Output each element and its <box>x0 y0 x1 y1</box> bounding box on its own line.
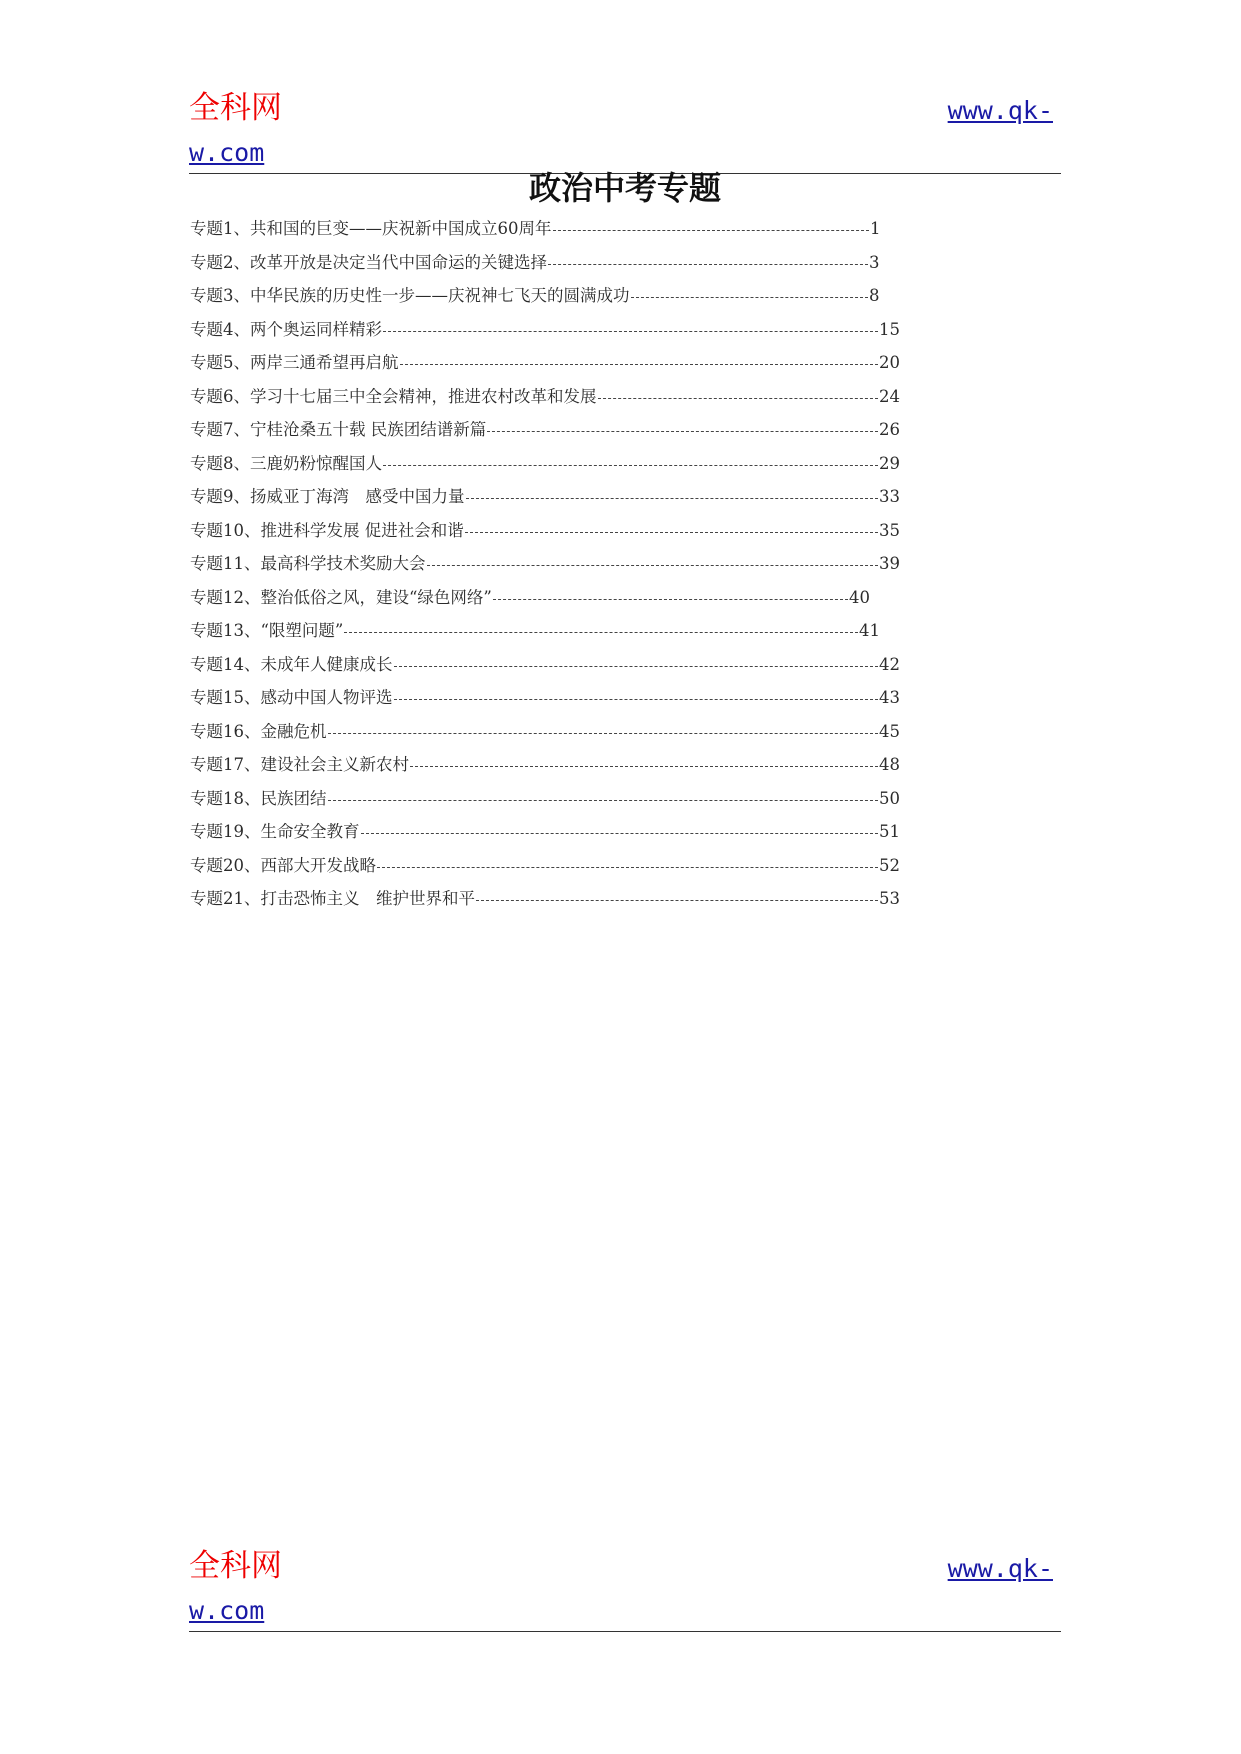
toc-entry-title: 专题4、两个奥运同样精彩 <box>190 319 382 339</box>
toc-dot-leader <box>361 833 878 834</box>
toc-dot-leader <box>383 465 878 466</box>
toc-entry-title: 专题10、推进科学发展 促进社会和谐 <box>190 520 464 540</box>
toc-dot-leader <box>344 632 858 633</box>
toc-entry[interactable] <box>190 313 1010 347</box>
toc-page-number: 33 <box>879 487 900 506</box>
toc-page-number: 29 <box>879 453 900 473</box>
toc-entry-title: 专题2、改革开放是决定当代中国命运的关键选择 <box>190 252 547 272</box>
toc-entry[interactable] <box>190 882 1010 916</box>
toc-entry-title: 专题14、未成年人健康成长 <box>190 654 393 674</box>
toc-entry[interactable] <box>190 782 1010 816</box>
toc-page-number: 40 <box>849 587 870 607</box>
toc-entry[interactable] <box>190 246 1010 280</box>
toc-dot-leader <box>465 532 878 533</box>
toc-dot-leader <box>394 666 878 667</box>
toc-dot-leader <box>476 900 878 901</box>
toc-entry[interactable] <box>190 514 1010 548</box>
footer-url-link-continued[interactable]: w.com <box>189 1596 265 1625</box>
toc-entry-title: 专题7、宁桂沧桑五十载 民族团结谱新篇 <box>190 420 487 439</box>
toc-entry-title: 专题6、学习十七届三中全会精神，推进农村改革和发展 <box>190 386 597 406</box>
toc-page-number: 42 <box>879 654 900 674</box>
toc-dot-leader <box>598 398 878 399</box>
toc-entry-title: 专题18、民族团结 <box>190 788 327 808</box>
toc-entry-title: 专题21、打击恐怖主义 维护世界和平 <box>190 889 475 908</box>
toc-entry[interactable] <box>190 715 1010 749</box>
toc-entry-title: 专题9、扬威亚丁海湾 感受中国力量 <box>190 487 465 506</box>
page-header <box>189 80 1061 180</box>
toc-entry-title: 专题17、建设社会主义新农村 <box>190 755 409 774</box>
toc-entry[interactable] <box>190 748 1010 782</box>
toc-entry[interactable] <box>190 581 1010 615</box>
table-of-contents <box>190 212 1010 916</box>
toc-entry-title: 专题13、“限塑问题” <box>190 621 344 640</box>
toc-dot-leader <box>328 800 878 801</box>
toc-dot-leader <box>631 297 868 298</box>
toc-entry[interactable] <box>190 547 1010 581</box>
toc-entry-title: 专题19、生命安全教育 <box>190 822 360 841</box>
toc-entry-title: 专题8、三鹿奶粉惊醒国人 <box>190 453 382 473</box>
toc-page-number: 51 <box>879 822 900 841</box>
toc-page-number: 39 <box>879 554 900 573</box>
toc-page-number: 24 <box>879 386 900 406</box>
toc-page-number: 41 <box>859 621 880 640</box>
page-title: 政治中考专题 <box>528 169 721 207</box>
toc-entry-title: 专题11、最高科学技术奖励大会 <box>190 554 426 573</box>
toc-page-number: 26 <box>879 420 900 439</box>
toc-entry-title: 专题15、感动中国人物评选 <box>190 688 393 707</box>
toc-entry[interactable] <box>190 648 1010 682</box>
header-url-link-continued[interactable]: w.com <box>189 138 265 167</box>
toc-entry-title: 专题20、西部大开发战略 <box>190 855 376 875</box>
toc-page-number: 15 <box>879 319 900 339</box>
toc-page-number: 20 <box>879 353 900 372</box>
toc-dot-leader <box>394 699 878 700</box>
footer-url-link[interactable]: www.qk- <box>947 1554 1053 1583</box>
toc-dot-leader <box>487 431 878 432</box>
toc-dot-leader <box>553 230 869 231</box>
toc-page-number: 1 <box>870 219 881 238</box>
toc-page-number: 3 <box>869 252 880 272</box>
toc-page-number: 48 <box>879 755 900 774</box>
toc-entry[interactable] <box>190 681 1010 715</box>
toc-dot-leader <box>410 766 878 767</box>
toc-page-number: 53 <box>879 889 900 908</box>
toc-entry-title: 专题1、共和国的巨变——庆祝新中国成立60周年 <box>190 219 552 238</box>
toc-entry[interactable] <box>190 480 1010 514</box>
toc-dot-leader <box>493 599 848 600</box>
toc-page-number: 43 <box>879 688 900 707</box>
toc-entry[interactable] <box>190 212 1010 246</box>
toc-dot-leader <box>328 733 878 734</box>
toc-entry-title: 专题12、整治低俗之风，建设“绿色网络” <box>190 587 492 607</box>
toc-entry-title: 专题16、金融危机 <box>190 721 327 741</box>
toc-page-number: 50 <box>879 788 900 808</box>
toc-dot-leader <box>548 264 868 265</box>
header-url-link[interactable]: www.qk- <box>947 96 1053 125</box>
toc-page-number: 52 <box>879 855 900 875</box>
toc-dot-leader <box>427 565 878 566</box>
toc-page-number: 45 <box>879 721 900 741</box>
footer-divider <box>189 1631 1061 1632</box>
toc-dot-leader <box>383 331 878 332</box>
toc-entry[interactable] <box>190 815 1010 849</box>
toc-page-number: 35 <box>879 520 900 540</box>
toc-entry[interactable] <box>190 380 1010 414</box>
toc-entry-title: 专题3、中华民族的历史性一步——庆祝神七飞天的圆满成功 <box>190 286 630 305</box>
toc-entry[interactable] <box>190 614 1010 648</box>
toc-entry[interactable] <box>190 447 1010 481</box>
toc-entry-title: 专题5、两岸三通希望再启航 <box>190 353 399 372</box>
toc-entry[interactable] <box>190 346 1010 380</box>
header-brand-name: 全科网 <box>189 90 282 126</box>
toc-entry[interactable] <box>190 413 1010 447</box>
toc-dot-leader <box>400 364 878 365</box>
toc-entry[interactable] <box>190 279 1010 313</box>
footer-brand-name: 全科网 <box>189 1548 282 1584</box>
toc-entry[interactable] <box>190 849 1010 883</box>
toc-dot-leader <box>377 867 878 868</box>
toc-dot-leader <box>466 498 878 499</box>
toc-page-number: 8 <box>869 286 880 305</box>
page-footer <box>189 1538 1061 1638</box>
